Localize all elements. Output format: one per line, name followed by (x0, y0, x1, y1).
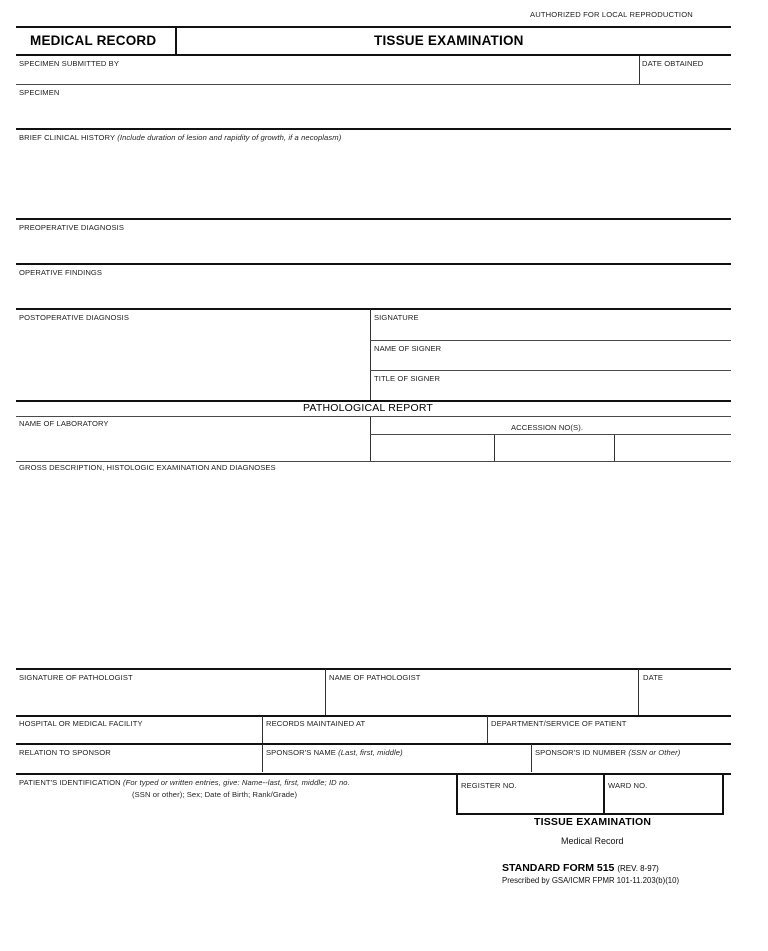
relation-to-sponsor-input[interactable] (19, 759, 257, 771)
name-of-signer-input[interactable] (374, 354, 728, 370)
register-no-left-border (456, 774, 458, 814)
signature-of-pathologist-input[interactable] (19, 684, 319, 712)
name-of-laboratory-input[interactable] (19, 430, 364, 460)
preoperative-diagnosis-label: PREOPERATIVE DIAGNOSIS (19, 223, 125, 232)
specimen-label: SPECIMEN (19, 88, 60, 97)
signature-label: SIGNATURE (374, 313, 419, 322)
specimen-submitted-rule (16, 84, 731, 85)
ward-no-right-border (722, 774, 724, 814)
gross-description-label: GROSS DESCRIPTION, HISTOLOGIC EXAMINATION AND DIAGNOSES (19, 463, 276, 472)
department-service-label: DEPARTMENT/SERVICE OF PATIENT (491, 719, 627, 728)
gross-description-input[interactable] (19, 476, 728, 666)
patient-identification-hint-line1: (For typed or written entries, give: Name--last, first, middle; ID no. (122, 778, 350, 787)
specimen-submitted-by-input[interactable] (19, 68, 634, 84)
ward-no-label: WARD NO. (608, 781, 648, 790)
accession-column-divider (370, 417, 371, 462)
footer-standard-form-number (502, 862, 659, 874)
accession-divider-1 (494, 435, 495, 462)
facility-rule (16, 743, 731, 745)
title-of-signer-label: TITLE OF SIGNER (374, 374, 441, 383)
name-of-laboratory-label: NAME OF LABORATORY (19, 419, 109, 428)
sponsor-rule (16, 773, 731, 775)
brief-clinical-history-label (19, 133, 341, 142)
brief-clinical-history-hint: (Include duration of lesion and rapidity of growth, if a necoplasm) (117, 133, 342, 142)
accession-box-2[interactable] (497, 436, 612, 461)
postoperative-diagnosis-label: POSTOPERATIVE DIAGNOSIS (19, 313, 130, 322)
ward-no-divider (603, 774, 605, 814)
date-obtained-input[interactable] (642, 68, 728, 84)
patient-identification-hint-line2: (SSN or other); Sex; Date of Birth; Rank/Grade) (132, 790, 298, 799)
name-of-pathologist-label: NAME OF PATHOLOGIST (329, 673, 421, 682)
pathologist-rule (16, 715, 731, 717)
register-ward-bottom-rule (456, 813, 724, 815)
name-of-signer-rule (370, 370, 731, 371)
accession-divider-2 (614, 435, 615, 462)
register-no-label: REGISTER NO. (461, 781, 517, 790)
signature-input[interactable] (374, 323, 728, 340)
sponsors-name-label (266, 748, 403, 757)
brief-clinical-history-rule (16, 218, 731, 220)
postoperative-diagnosis-input[interactable] (19, 324, 364, 396)
footer-subtitle: Medical Record (561, 836, 624, 846)
form-title: TISSUE EXAMINATION (374, 33, 524, 48)
sponsors-name-label-text: SPONSOR'S NAME (266, 748, 336, 757)
accession-bottom-rule (16, 461, 731, 462)
operative-findings-label: OPERATIVE FINDINGS (19, 268, 103, 277)
patient-identification-label-text: PATIENT'S IDENTIFICATION (19, 778, 121, 787)
preoperative-diagnosis-rule (16, 263, 731, 265)
sponsors-id-input[interactable] (535, 759, 728, 771)
operative-findings-rule (16, 308, 731, 310)
header-top-rule (16, 26, 731, 28)
brief-clinical-history-label-text: BRIEF CLINICAL HISTORY (19, 133, 116, 142)
footer-form-title: TISSUE EXAMINATION (534, 816, 652, 828)
date-obtained-divider (639, 56, 640, 84)
hospital-facility-label: HOSPITAL OR MEDICAL FACILITY (19, 719, 143, 728)
sponsors-name-hint: (Last, first, middle) (338, 748, 403, 757)
records-maintained-divider (262, 716, 263, 743)
sponsors-id-divider (531, 744, 532, 772)
accession-header-rule (370, 434, 731, 435)
accession-numbers-label: ACCESSION NO(S). (511, 423, 584, 432)
signature-of-pathologist-label: SIGNATURE OF PATHOLOGIST (19, 673, 133, 682)
gross-description-rule (16, 668, 731, 670)
header-divider (175, 26, 177, 56)
signer-column-divider (370, 309, 371, 401)
sponsors-id-label-text: SPONSOR'S ID NUMBER (535, 748, 627, 757)
medical-record-title: MEDICAL RECORD (30, 33, 157, 48)
pathologist-date-input[interactable] (643, 684, 728, 712)
department-service-divider (487, 716, 488, 743)
department-service-input[interactable] (491, 730, 728, 742)
pathological-report-title: PATHOLOGICAL REPORT (303, 402, 434, 414)
footer-form-number-text: STANDARD FORM 515 (502, 862, 615, 874)
accession-box-3[interactable] (617, 436, 728, 461)
patient-identification-input[interactable] (19, 800, 449, 814)
date-obtained-label: DATE OBTAINED (642, 59, 704, 68)
title-of-signer-input[interactable] (374, 384, 728, 400)
sponsors-name-input[interactable] (266, 759, 526, 771)
register-no-input[interactable] (461, 792, 599, 812)
specimen-rule (16, 128, 731, 130)
name-of-signer-label: NAME OF SIGNER (374, 344, 442, 353)
sponsor-name-divider (262, 744, 263, 772)
operative-findings-input[interactable] (19, 279, 728, 307)
brief-clinical-history-input[interactable] (19, 145, 728, 217)
relation-to-sponsor-label: RELATION TO SPONSOR (19, 748, 111, 757)
accession-box-1[interactable] (373, 436, 492, 461)
pathological-report-rule (16, 416, 731, 417)
specimen-submitted-by-label: SPECIMEN SUBMITTED BY (19, 59, 119, 68)
footer-prescribed-by: Prescribed by GSA/ICMR FPMR 101-11.203(b)(10) (502, 876, 680, 885)
authorized-reproduction-note: AUTHORIZED FOR LOCAL REPRODUCTION (530, 10, 693, 19)
pathologist-name-divider (325, 669, 326, 715)
sponsors-id-hint: (SSN or Other) (628, 748, 681, 757)
hospital-facility-input[interactable] (19, 730, 257, 742)
records-maintained-label: RECORDS MAINTAINED AT (266, 719, 366, 728)
patient-identification-label (19, 778, 350, 787)
signature-rule (370, 340, 731, 341)
specimen-input[interactable] (19, 98, 728, 126)
pathologist-date-label: DATE (643, 673, 664, 682)
ward-no-input[interactable] (608, 792, 720, 812)
footer-form-revision: (REV. 8-97) (617, 864, 659, 873)
preoperative-diagnosis-input[interactable] (19, 234, 728, 262)
sponsors-id-label (535, 748, 680, 757)
pathologist-date-divider (638, 669, 639, 715)
records-maintained-input[interactable] (266, 730, 482, 742)
name-of-pathologist-input[interactable] (329, 684, 634, 712)
header-bottom-rule (16, 54, 731, 56)
